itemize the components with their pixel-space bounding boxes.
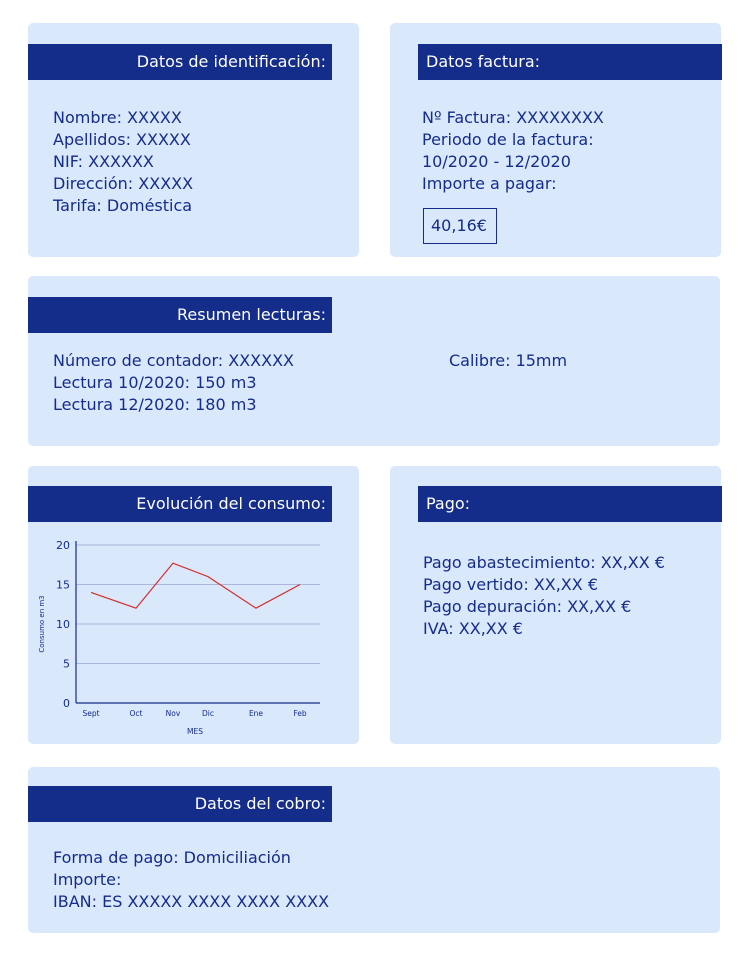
pago-details xyxy=(423,552,665,640)
lecturas-details xyxy=(53,350,294,416)
apellidos-text: Apellidos: XXXXX xyxy=(53,130,191,149)
contador-text: Número de contador: XXXXXX xyxy=(53,351,295,370)
nombre-text: Nombre: XXXXX xyxy=(53,108,182,127)
x-tick-label: Dic xyxy=(202,709,214,718)
series-line xyxy=(91,563,300,608)
x-tick-label: Feb xyxy=(293,709,307,718)
consumo-chart xyxy=(28,521,359,743)
lectura-oct-text: Lectura 10/2020: 150 m3 xyxy=(53,373,257,392)
cobro-details xyxy=(53,847,329,913)
cobro-header: Datos del cobro: xyxy=(28,786,332,822)
identificacion-header: Datos de identificación: xyxy=(28,44,332,80)
importe-box: 40,16€ xyxy=(423,208,497,244)
y-tick-label: 5 xyxy=(63,657,70,671)
y-tick-label: 20 xyxy=(56,539,70,552)
lectura-dic-text: Lectura 12/2020: 180 m3 xyxy=(53,395,257,414)
periodo-label: Periodo de la factura: xyxy=(422,130,594,149)
calibre-text: Calibre: 15mm xyxy=(449,351,568,370)
pago-header: Pago: xyxy=(418,486,722,522)
factura-details xyxy=(422,107,604,195)
y-tick-label: 15 xyxy=(56,578,70,592)
iva-text: IVA: XX,XX € xyxy=(423,619,523,638)
x-tick-label: Nov xyxy=(165,709,181,718)
forma-pago-text: Forma de pago: Domiciliación xyxy=(53,848,291,867)
pago-depuracion-text: Pago depuración: XX,XX € xyxy=(423,597,632,616)
numero-factura-text: Nº Factura: XXXXXXXX xyxy=(422,108,604,127)
x-tick-label: Sept xyxy=(82,709,100,718)
x-tick-label: Oct xyxy=(129,709,143,718)
importe-cobro-text: Importe: xyxy=(53,870,122,889)
factura-header: Datos factura: xyxy=(418,44,722,80)
periodo-value: 10/2020 - 12/2020 xyxy=(422,152,571,171)
lecturas-header: Resumen lecturas: xyxy=(28,297,332,333)
identificacion-details xyxy=(53,107,193,217)
y-tick-label: 10 xyxy=(56,618,70,631)
consumo-header: Evolución del consumo: xyxy=(28,486,332,522)
tarifa-text: Tarifa: Doméstica xyxy=(53,196,193,215)
nif-text: NIF: XXXXXX xyxy=(53,152,154,171)
pago-abastecimiento-text: Pago abastecimiento: XX,XX € xyxy=(423,553,665,572)
x-axis-label: MES xyxy=(187,727,203,736)
x-tick-label: Ene xyxy=(248,709,264,718)
iban-text: IBAN: ES XXXXX XXXX XXXX XXXX xyxy=(53,892,330,911)
direccion-text: Dirección: XXXXX xyxy=(53,174,194,193)
pago-vertido-text: Pago vertido: XX,XX € xyxy=(423,575,598,594)
importe-label: Importe a pagar: xyxy=(422,174,557,193)
y-axis-label: Consumo en m3 xyxy=(38,595,46,653)
y-tick-label: 0 xyxy=(63,697,70,710)
